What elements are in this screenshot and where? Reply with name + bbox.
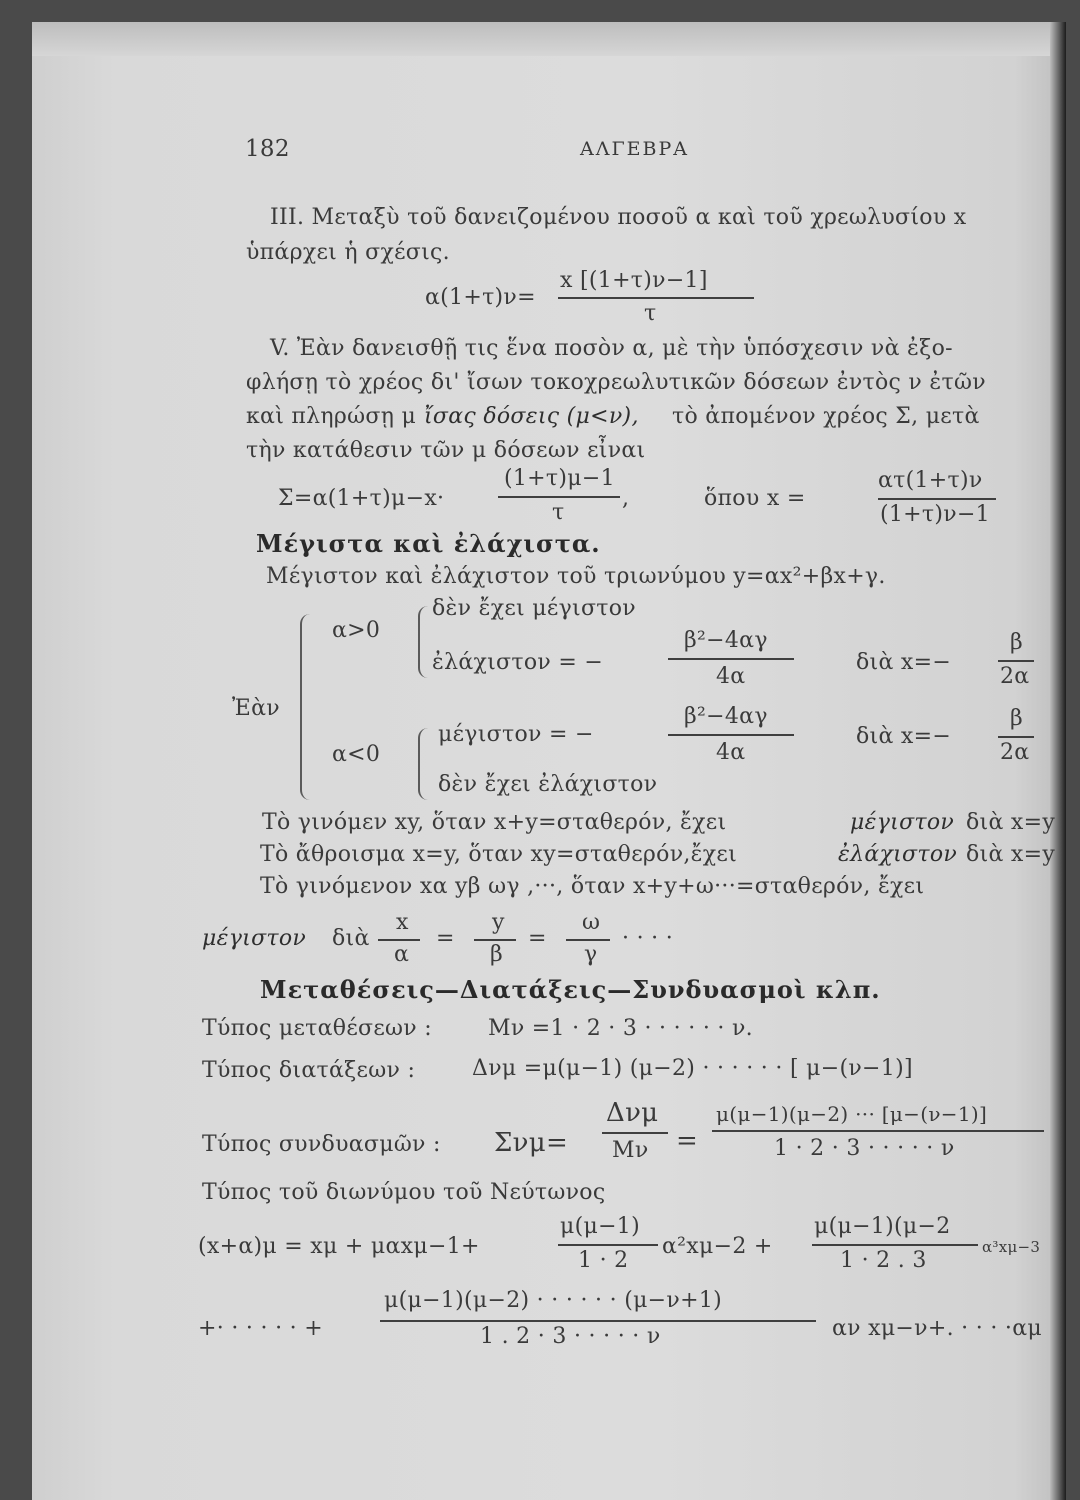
sigma-denominator: τ [552,500,565,525]
newton-left: (x+α)μ = xμ + μαxμ−1+ [198,1234,480,1259]
newton-line2-left: +· · · · · · + [198,1316,323,1341]
ratio3-num: ω [582,910,601,935]
newton-frac2-den: 1 · 2 . 3 [840,1248,927,1273]
x-numerator: ατ(1+τ)ν [878,468,983,493]
case1-fraction-bar [668,658,794,660]
arrangement-label: Τύπος διατάξεων : [202,1058,416,1083]
ratio2-num: y [492,910,505,935]
page-number: 182 [245,136,290,162]
case1-line1: δὲν ἔχει μέγιστον [432,596,636,621]
case1-brace [418,606,430,678]
combination-den1: Mν [612,1138,649,1163]
case2-fraction-bar [668,734,794,736]
perm-heading: Μεταθέσεις—Διατάξεις—Συνδυασμοὶ κλπ. [260,975,881,1004]
product-rule-c: διὰ x=y [966,810,1056,835]
page-top-shadow [32,22,1066,56]
sigma-comma: , [622,486,630,511]
case1-x-denominator: 2α [1000,664,1030,689]
ratio-dots: · · · · [622,926,674,951]
newton-label: Τύπος τοῦ διωνύμου τοῦ Νεύτωνος [202,1180,606,1205]
ratio1-num: x [396,910,409,935]
x-fraction-bar [878,498,996,500]
newton-frac2-num: μ(μ−1)(μ−2 [814,1214,951,1239]
maxmin-intro: Μέγιστον καὶ ἐλάχιστον τοῦ τριωνύμου y=αx²+βx+γ. [266,564,886,589]
newton-line2-num: μ(μ−1)(μ−2) · · · · · · (μ−ν+1) [384,1288,722,1313]
arrangement-formula: Δνμ =μ(μ−1) (μ−2) · · · · · · [ μ−(ν−1)] [472,1056,913,1081]
ratio3-bar [566,939,610,941]
section5-line4: τὴν κατάθεσιν τῶν μ δόσεων εἶναι [246,438,646,463]
case2-line1: μέγιστον = − [438,722,594,747]
ratio2-den: β [490,942,504,967]
newton-frac2-bar [812,1244,978,1246]
case2-numerator: β²−4αγ [684,704,768,729]
opou-x: ὅπου x = [704,486,806,511]
newton-frac1-den: 1 · 2 [578,1248,629,1273]
x-denominator: (1+τ)ν−1 [880,502,990,527]
section3-fraction-bar [558,297,754,299]
case1-denominator: 4α [716,664,746,689]
combination-bar2 [712,1130,1044,1132]
sigma-numerator: (1+τ)μ−1 [504,466,615,491]
product-power-rule: Τὸ γινόμενον xα yβ ωγ ,···, ὅταν x+y+ω···=σταθερόν, ἔχει [260,874,925,899]
ratio1-bar [378,939,420,941]
combination-eq: = [676,1126,699,1156]
combination-den2: 1 · 2 · 3 · · · · · ν [774,1136,955,1161]
case2-denominator: 4α [716,740,746,765]
case2-condition: α<0 [332,742,381,767]
ratio-eq2: = [528,926,547,951]
case1-numerator: β²−4αγ [684,628,768,653]
megiston-label: μέγιστον [202,926,307,951]
running-title: ΑΛΓΕΒΡΑ [580,138,689,160]
newton-term2: α²xμ−2 + [662,1234,773,1259]
newton-line2-bar [380,1320,816,1322]
case2-brace [418,728,430,800]
combination-num2: μ(μ−1)(μ−2) ··· [μ−(ν−1)] [716,1102,988,1126]
sum-rule-b: ἐλάχιστον [838,842,958,867]
case1-line2: ἐλάχιστον = − [432,650,604,675]
case1-dia: διὰ x=− [856,650,952,675]
sigma-formula-left: Σ=α(1+τ)μ−x· [278,486,445,511]
ratio3-den: γ [584,942,598,967]
section3-formula-numerator: x [(1+τ)ν−1] [560,268,708,293]
section5-line3b: ἴσας δόσεις (μ<ν), [424,404,639,429]
newton-frac1-num: μ(μ−1) [560,1214,640,1239]
case1-x-numerator: β [1010,630,1024,655]
case1-condition: α>0 [332,618,381,643]
book-spine-shadow [1050,22,1066,1500]
perm-formula: Mν =1 · 2 · 3 · · · · · · ν. [488,1016,753,1041]
combination-bar1 [602,1132,668,1134]
section5-line1: V. Ἐὰν δανεισθῇ τις ἕνα ποσὸν α, μὲ τὴν ὑπόσχεσιν νὰ ἐξο- [270,336,953,361]
outer-brace [300,614,316,800]
section3-formula-left: α(1+τ)ν= [425,285,536,310]
newton-frac1-bar [558,1244,658,1246]
case1-x-fraction-bar [998,660,1034,662]
ratio-eq1: = [436,926,455,951]
ratio1-den: α [394,942,410,967]
product-rule-a: Τὸ γινόμεν xy, ὅταν x+y=σταθερόν, ἔχει [262,810,727,835]
book-page [32,22,1066,1500]
sigma-fraction-bar [498,496,620,498]
section3-formula-denominator: τ [644,301,657,326]
sum-rule-c: διὰ x=y [966,842,1056,867]
combination-label: Τύπος συνδυασμῶν : [202,1132,441,1157]
sum-rule-a: Τὸ ἄθροισμα x=y, ὅταν xy=σταθερόν,ἔχει [260,842,738,867]
section3-line2: ὑπάρχει ἡ σχέσις. [246,240,450,265]
newton-line2-den: 1 . 2 · 3 · · · · · ν [480,1324,661,1349]
section5-line3a: καὶ πληρώσῃ μ [246,404,417,429]
ean-label: Ἐὰν [232,696,280,721]
newton-term3: α³xμ−3 [982,1238,1041,1256]
ratio2-bar [474,939,516,941]
section5-line2: φλήσῃ τὸ χρέος δι' ἴσων τοκοχρεωλυτικῶν δόσεων ἐντὸς ν ἐτῶν [246,370,986,395]
case2-dia: διὰ x=− [856,724,952,749]
product-rule-b: μέγιστον [850,810,955,835]
combination-num1: Δνμ [606,1098,659,1128]
section5-line3c: τὸ ἀπομένον χρέος Σ, μετὰ [672,404,980,429]
maxmin-heading: Μέγιστα καὶ ἐλάχιστα. [256,529,601,558]
dia-label: διὰ [332,926,370,951]
combination-sigma: Σνμ= [494,1128,569,1158]
perm-label: Τύπος μεταθέσεων : [202,1016,432,1041]
case2-line2: δὲν ἔχει ἐλάχιστον [438,772,658,797]
newton-line2-right: αν xμ−ν+. · · · ·αμ [832,1316,1042,1341]
case2-x-denominator: 2α [1000,740,1030,765]
section3-line1: III. Μεταξὺ τοῦ δανειζομένου ποσοῦ α καὶ τοῦ χρεωλυσίου x [270,205,967,230]
case2-x-numerator: β [1010,706,1024,731]
case2-x-fraction-bar [998,736,1034,738]
